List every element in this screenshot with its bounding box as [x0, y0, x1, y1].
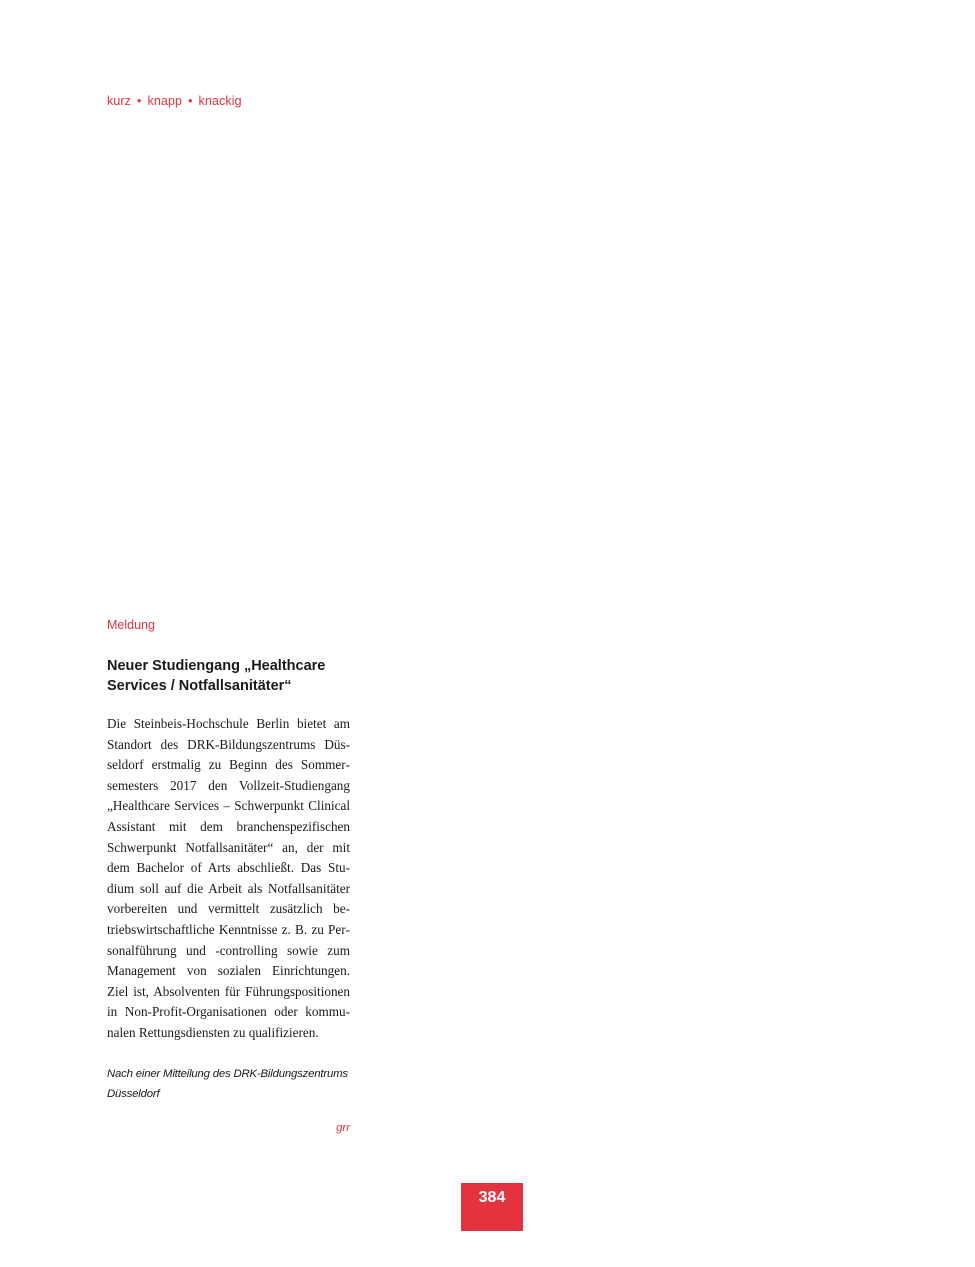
running-head-word-knackig: knackig [198, 94, 242, 108]
running-head-word-knapp: knapp [147, 94, 183, 108]
running-head [107, 94, 242, 108]
article-body: Die Steinbeis-Hochschule Berlin bietet am Standort des DRK-Bildungszentrums Düsseldorf erstmalig zu Beginn des Sommersemesters 2017 den Vollzeit-Studiengang „Healthcare Services – Schwerpunkt Clinical Assistant mit dem branchenspezifischen Schwerpunkt Notfallsanitäter“ an, der mit dem Bachelor of Arts abschließt. Das Studium soll auf die Arbeit als Notfallsanitäter vorbereiten und vermittelt zusätzlich betriebswirtschaftliche Kenntnisse z. B. zu Personalführung und -controlling sowie zum Management von sozialen Einrichtungen. Ziel ist, Absolventen für Führungspositionen in Non-Profit-Organisationen oder kommunalen Rettungsdiensten zu qualifizieren. [107, 716, 350, 1040]
article-source: Nach einer Mitteilung des DRK-Bildungszentrums Düsseldorf [107, 1067, 348, 1101]
bullet-separator: • [137, 94, 142, 108]
page-number: 384 [461, 1183, 523, 1231]
article-column [107, 617, 350, 1134]
running-head-word-kurz: kurz [107, 94, 132, 108]
article-author: grr [336, 1121, 350, 1134]
article-category: Meldung [107, 618, 155, 632]
article-headline: Neuer Studiengang „Healthcare Services / Notfallsanitäter“ [107, 658, 326, 694]
bullet-separator: • [188, 94, 193, 108]
